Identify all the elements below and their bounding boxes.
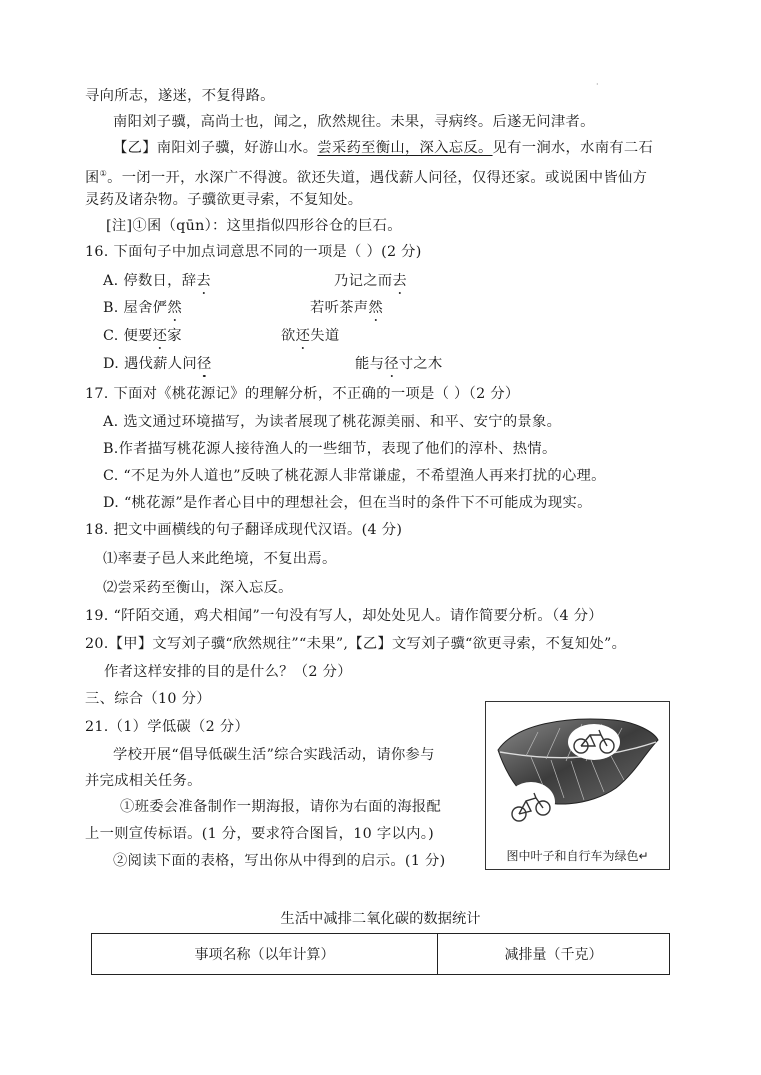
table-header-amount: 减排量（千克）	[438, 934, 670, 975]
option-text: 寸之木	[398, 356, 443, 372]
option-text: 乃记之而	[334, 273, 393, 289]
option-label: B.	[103, 300, 119, 316]
q19-stem: 19. “阡陌交通，鸡犬相闻”一句没有写人，却处处见人。请作简要分析。（4 分）	[85, 608, 603, 624]
q17-stem: 17. 下面对《桃花源记》的理解分析，不正确的一项是（ ）（2 分）	[85, 386, 520, 402]
qun-char: 囷	[85, 169, 100, 186]
dotted-char: 还	[295, 328, 311, 344]
dotted-char: 然	[368, 300, 383, 316]
dotted-char: 还	[152, 328, 168, 344]
q16-option-d	[103, 354, 212, 374]
option-text: 失道	[310, 328, 340, 344]
option-text: 家	[167, 328, 182, 344]
q18-sentence-2: ⑵尝采药至衡山，深入忘反。	[103, 580, 293, 596]
q21-task-1: ①班委会准备制作一期海报，请你为右面的海报配	[120, 799, 442, 815]
footnote-mark: ①	[99, 169, 108, 178]
option-text: 若听茶声	[310, 300, 369, 316]
passage-yi-line	[113, 138, 653, 158]
option-label: C.	[103, 328, 119, 344]
dotted-char: 去	[196, 273, 211, 289]
table-header-item: 事项名称（以年计算）	[92, 934, 438, 975]
q21-text: 学校开展“倡导低碳生活”综合实践活动，请你参与	[113, 747, 435, 763]
table-header-row	[92, 934, 670, 975]
table-title: 生活中减排二氧化碳的数据统计	[280, 911, 481, 927]
option-text: 能与	[355, 356, 385, 372]
q16-option-a	[103, 271, 211, 291]
q17-option-d: D. “桃花源”是作者心目中的理想社会，但在当时的条件下不可能成为现实。	[103, 495, 592, 511]
q16-option-b	[103, 298, 182, 318]
option-text: 便要	[123, 328, 153, 344]
leaf-bicycle-image	[486, 702, 669, 842]
figure-caption: 图中叶子和自行车为绿色↵	[506, 849, 649, 863]
q18-sentence-1: ⑴率妻子邑人来此绝境，不复出焉。	[103, 551, 337, 567]
option-text: 遇伐薪人问	[123, 356, 197, 372]
option-text: 屋舍俨	[123, 300, 168, 316]
q20-line-2: 作者这样安排的目的是什么？（2 分）	[104, 664, 352, 680]
yi-text: 南阳刘子骥，好游山水。	[156, 140, 318, 156]
data-table	[91, 933, 670, 975]
q21-text: 并完成相关任务。	[85, 773, 202, 789]
q18-stem: 18. 把文中画横线的句子翻译成现代汉语。(4 分)	[85, 522, 403, 538]
poster-figure	[485, 701, 670, 870]
option-text: 欲	[281, 328, 296, 344]
option-text: 停数日，辞	[123, 273, 197, 289]
passage-line: 寻向所志，遂迷，不复得路。	[85, 88, 275, 104]
section-heading: 三、综合（10 分）	[85, 691, 211, 707]
q16-option-a-right	[334, 271, 407, 291]
q16-option-d-right	[355, 354, 443, 374]
passage-line	[85, 164, 647, 188]
q20-line-1: 20.【甲】文写刘子骥“欣然规往”“未果”,【乙】文写刘子骥“欲更寻索，不复知处”。	[85, 636, 627, 652]
q21-task-2: ②阅读下面的表格，写出你从中得到的启示。(1 分)	[113, 853, 446, 869]
q17-option-b: B.作者描写桃花源人接待渔人的一些细节，表现了他们的淳朴、热情。	[103, 441, 557, 457]
q16-option-c	[103, 326, 182, 346]
q16-option-c-right	[281, 326, 339, 346]
option-label: A.	[103, 273, 119, 289]
underlined-sentence: 尝采药至衡山，深入忘反。	[317, 140, 493, 156]
q21-stem: 21.（1）学低碳（2 分）	[85, 719, 250, 735]
passage-line: 南阳刘子骥，高尚士也，闻之，欣然规往。未果，寻病终。后遂无问津者。	[113, 114, 595, 130]
passage-line: 灵药及诸杂物。子骥欲更寻索，不复知处。	[85, 192, 363, 208]
dotted-char: 径	[196, 356, 212, 372]
dotted-char: 径	[384, 356, 399, 372]
option-label: D.	[103, 356, 120, 372]
dotted-char: 然	[167, 300, 182, 316]
q17-option-c: C. “不足为外人道也”反映了桃花源人非常谦虚，不希望渔人再来打扰的心理。	[103, 468, 606, 484]
q21-task-1-cont: 上一则宣传标语。(1 分，要求符合图旨，10 字以内。)	[85, 826, 435, 842]
yi-text: 见有一涧水，水南有二石	[492, 140, 654, 156]
q16-option-b-right	[310, 298, 383, 318]
yi-tag: 【乙】	[113, 140, 157, 156]
q17-option-a: A. 选文通过环境描写，为读者展现了桃花源美丽、和平、安宁的景象。	[103, 414, 562, 430]
q16-stem: 16. 下面句子中加点词意思不同的一项是（ ）(2 分)	[85, 244, 422, 260]
passage-text: 。一闭一开，水深广不得渡。欲还失道，遇伐薪人问径，仅得还家。或说囷中皆仙方	[107, 169, 648, 186]
footnote: [注]①囷（qūn）：这里指似四形谷仓的巨石。	[106, 218, 402, 234]
dotted-char: 去	[392, 273, 407, 289]
page-speck: ·	[596, 80, 599, 89]
